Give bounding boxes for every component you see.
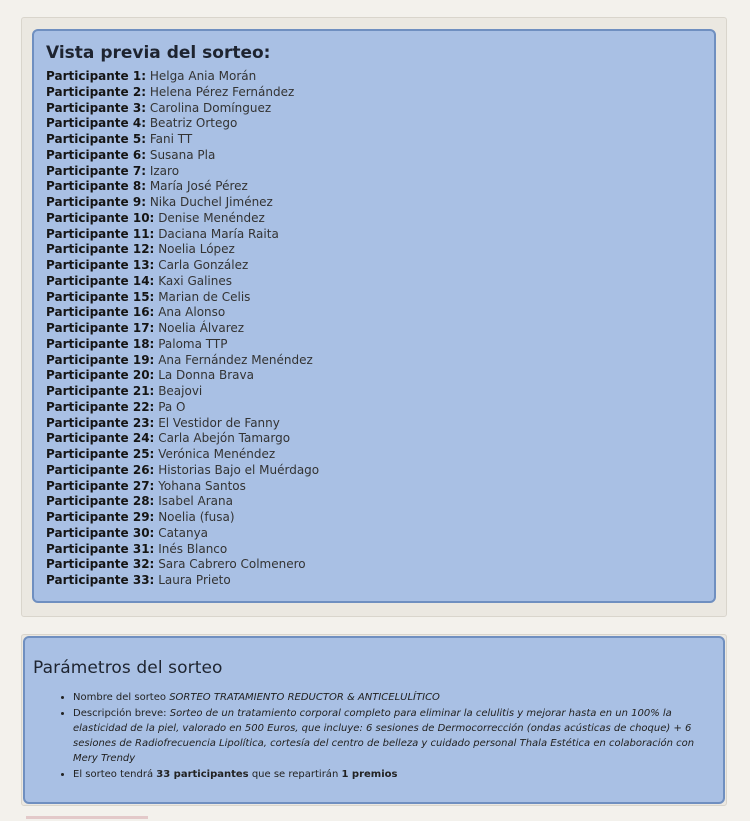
participant-label: Participante 16: [46, 305, 155, 320]
participant-name: Sara Cabrero Colmenero [158, 557, 306, 572]
participant-label: Participante 30: [46, 525, 155, 540]
participant-label: Participante 11: [46, 226, 155, 241]
participant-name: Fani TT [149, 132, 193, 146]
participant-name: Izaro [149, 163, 180, 178]
participant-row [46, 368, 702, 384]
participant-name: Noelia (fusa) [158, 510, 235, 524]
participant-row [46, 164, 702, 180]
participant-label: Participante 17: [46, 321, 155, 335]
participant-row [46, 195, 702, 211]
participant-row [46, 242, 702, 258]
participant-row [46, 353, 702, 369]
participant-label: Participante 5: [46, 132, 146, 146]
participant-name: Kaxi Galines [158, 273, 233, 288]
participant-label: Participante 31: [46, 541, 155, 556]
participant-row [46, 321, 702, 337]
participant-name: Denise Menéndez [158, 210, 265, 225]
param-summary-participants: 33 participantes [156, 769, 249, 780]
participant-row [46, 274, 702, 290]
participant-label: Participante 1: [46, 69, 146, 83]
participant-row [46, 573, 702, 589]
participant-name: Helga Ania Morán [149, 69, 257, 83]
participant-row [46, 305, 702, 321]
participant-name: Paloma TTP [158, 336, 228, 351]
participant-row [46, 400, 702, 416]
participant-label: Participante 2: [46, 84, 146, 99]
participant-name: Helena Pérez Fernández [149, 84, 295, 99]
participant-row [46, 290, 702, 306]
param-summary-pre: El sorteo tendrá [73, 769, 154, 780]
participant-name: Marian de Celis [158, 289, 251, 304]
participant-name: Daciana María Raita [158, 226, 279, 241]
participant-row [46, 148, 702, 164]
participant-name: Susana Pla [149, 147, 216, 162]
participant-name: Yohana Santos [158, 478, 246, 493]
participant-row [46, 431, 702, 447]
participant-row [46, 557, 702, 573]
participant-name: Ana Alonso [158, 305, 226, 320]
participant-label: Participante 33: [46, 573, 155, 587]
participant-label: Participante 7: [46, 163, 146, 178]
participant-name: Noelia López [158, 242, 235, 257]
participant-label: Participante 22: [46, 399, 155, 414]
participant-name: Catanya [158, 525, 209, 540]
param-summary-prizes: 1 premios [341, 769, 398, 780]
participant-label: Participante 24: [46, 431, 155, 446]
participant-label: Participante 21: [46, 384, 155, 398]
param-description [73, 706, 713, 766]
participant-name: Ana Fernández Menéndez [158, 352, 313, 367]
participant-label: Participante 10: [46, 210, 155, 225]
participant-label: Participante 23: [46, 415, 155, 430]
participant-row [46, 463, 702, 479]
participant-name: Beajovi [158, 384, 203, 398]
param-description-value: Sorteo de un tratamiento corporal completo para eliminar la celulitis y mejorar hasta en un 100% la elasticidad de la piel, valorado en 500 Euros, que incluye: 6 sesiones de Dermocorrección (ondas acústicas de choque) + 6 sesiones de Radiofrecuencia Lipolítica, cortesía del centro de belleza y cuidado personal Thala Estética en colaboración con Mery Trendy [73, 708, 695, 764]
participant-label: Participante 25: [46, 447, 155, 461]
participant-label: Participante 9: [46, 195, 146, 209]
params-title: Parámetros del sorteo [33, 658, 223, 678]
param-summary [73, 767, 713, 782]
participant-label: Participante 27: [46, 478, 155, 493]
participant-name: La Donna Brava [158, 368, 254, 383]
participant-row [46, 526, 702, 542]
participant-label: Participante 32: [46, 557, 155, 572]
participant-row [46, 85, 702, 101]
param-description-label: Descripción breve: [73, 708, 167, 719]
participant-name: Historias Bajo el Muérdago [158, 462, 320, 477]
participant-name: Carla González [158, 258, 249, 272]
participant-name: Beatriz Ortego [149, 116, 238, 131]
participant-label: Participante 26: [46, 462, 155, 477]
preview-title: Vista previa del sorteo: [46, 43, 271, 63]
participant-row [46, 132, 702, 148]
param-summary-mid: que se repartirán [251, 769, 339, 780]
participant-name: El Vestidor de Fanny [158, 415, 280, 430]
participant-row [46, 116, 702, 132]
participant-label: Participante 8: [46, 179, 146, 194]
participant-row [46, 416, 702, 432]
participant-row [46, 479, 702, 495]
participant-name: María José Pérez [149, 179, 248, 194]
param-name-value: SORTEO TRATAMIENTO REDUCTOR & ANTICELULÍTICO [169, 692, 440, 703]
participant-name: Carolina Domínguez [149, 100, 272, 115]
participant-name: Noelia Álvarez [158, 321, 245, 335]
participant-row [46, 101, 702, 117]
participant-label: Participante 3: [46, 100, 146, 115]
participant-list [46, 69, 702, 589]
participant-name: Laura Prieto [158, 573, 231, 587]
preview-panel [32, 29, 716, 603]
participant-label: Participante 20: [46, 368, 155, 383]
params-list [33, 690, 713, 782]
participant-label: Participante 29: [46, 510, 155, 524]
participant-label: Participante 4: [46, 116, 146, 131]
participant-label: Participante 14: [46, 273, 155, 288]
participant-row [46, 542, 702, 558]
participant-label: Participante 28: [46, 494, 155, 509]
participant-row [46, 510, 702, 526]
participant-name: Pa O [158, 399, 186, 414]
participant-name: Nika Duchel Jiménez [149, 195, 273, 209]
participant-row [46, 69, 702, 85]
params-panel [23, 636, 725, 804]
participant-label: Participante 19: [46, 352, 155, 367]
participant-label: Participante 13: [46, 258, 155, 272]
participant-label: Participante 18: [46, 336, 155, 351]
participant-row [46, 447, 702, 463]
participant-name: Isabel Arana [158, 494, 233, 509]
participant-row [46, 211, 702, 227]
participant-name: Verónica Menéndez [158, 447, 276, 461]
participant-row [46, 258, 702, 274]
param-name-label: Nombre del sorteo [73, 692, 166, 703]
participant-label: Participante 12: [46, 242, 155, 257]
participant-label: Participante 15: [46, 289, 155, 304]
participant-row [46, 227, 702, 243]
participant-row [46, 494, 702, 510]
participant-row [46, 337, 702, 353]
bottom-divider [26, 816, 148, 819]
param-name [73, 690, 713, 705]
participant-name: Inés Blanco [158, 541, 228, 556]
participant-name: Carla Abejón Tamargo [158, 431, 291, 446]
participant-row [46, 384, 702, 400]
participant-row [46, 179, 702, 195]
participant-label: Participante 6: [46, 147, 146, 162]
